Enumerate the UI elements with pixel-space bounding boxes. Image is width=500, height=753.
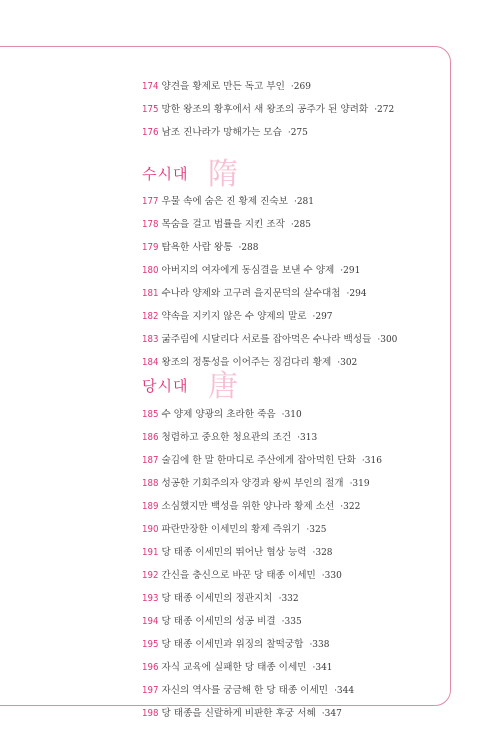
toc-entry	[142, 426, 382, 449]
entry-number: 178	[142, 219, 159, 230]
toc-entry	[142, 259, 397, 282]
section-label: 수시대	[142, 165, 189, 183]
entry-page-number: ·294	[346, 289, 367, 299]
entry-number: 197	[142, 685, 159, 696]
toc-group-2	[142, 190, 397, 374]
entry-title: 우물 속에 숨은 진 황제 진숙보	[161, 196, 288, 207]
entry-title: 자신의 역사를 궁금해 한 당 태종 이세민	[161, 685, 329, 696]
toc-entry	[142, 236, 397, 259]
toc-group-1	[142, 75, 394, 144]
section-hanja: 唐	[208, 369, 238, 404]
toc-entry	[142, 564, 382, 587]
entry-title: 약속을 지키지 않은 수 양제의 말로	[161, 311, 307, 322]
toc-entry	[142, 541, 382, 564]
entry-title: 당 태종을 신랄하게 비판한 후궁 서혜	[161, 708, 316, 719]
toc-entry	[142, 282, 397, 305]
toc-entry	[142, 328, 397, 351]
toc-entry	[142, 518, 382, 541]
entry-number: 195	[142, 639, 159, 650]
entry-number: 180	[142, 265, 159, 276]
entry-page-number: ·300	[377, 335, 398, 345]
entry-page-number: ·344	[334, 686, 355, 696]
entry-title: 파란만장한 이세민의 황제 즉위기	[161, 524, 301, 535]
toc-group-3	[142, 403, 382, 725]
entry-number: 181	[142, 288, 159, 299]
entry-number: 186	[142, 432, 159, 443]
entry-title: 왕조의 정통성을 이어주는 징검다리 황제	[161, 357, 332, 368]
toc-entry	[142, 702, 382, 725]
toc-entry	[142, 472, 382, 495]
toc-entry	[142, 213, 397, 236]
entry-page-number: ·281	[293, 197, 314, 207]
entry-title: 수나라 양제와 고구려 을지문덕의 살수대첩	[161, 288, 341, 299]
toc-entry	[142, 679, 382, 702]
entry-title: 당 태종 이세민의 정관지치	[161, 593, 273, 604]
section-hanja: 隋	[208, 157, 238, 192]
entry-number: 174	[142, 81, 159, 92]
entry-title: 목숨을 걸고 법률을 지킨 조작	[161, 219, 285, 230]
entry-page-number: ·288	[238, 243, 259, 253]
entry-title: 수 양제 양광의 초라한 죽음	[161, 409, 276, 420]
entry-page-number: ·322	[340, 502, 361, 512]
entry-number: 187	[142, 455, 159, 466]
entry-number: 192	[142, 570, 159, 581]
section-label: 당시대	[142, 377, 189, 395]
toc-entry	[142, 121, 394, 144]
entry-page-number: ·341	[312, 663, 333, 673]
entry-number: 185	[142, 409, 159, 420]
entry-title: 당 태종 이세민과 위징의 찰떡궁합	[161, 639, 304, 650]
entry-number: 198	[142, 708, 159, 719]
entry-title: 청렴하고 중요한 청요관의 조건	[161, 432, 292, 443]
entry-title: 소심했지만 백성을 위한 양나라 황제 소선	[161, 501, 335, 512]
entry-page-number: ·347	[321, 709, 342, 719]
entry-page-number: ·275	[287, 128, 308, 138]
entry-title: 간신을 충신으로 바꾼 당 태종 이세민	[161, 570, 316, 581]
entry-number: 183	[142, 334, 159, 345]
entry-page-number: ·291	[340, 266, 361, 276]
entry-number: 184	[142, 357, 159, 368]
toc-entry	[142, 351, 397, 374]
entry-number: 194	[142, 616, 159, 627]
entry-number: 190	[142, 524, 159, 535]
entry-number: 182	[142, 311, 159, 322]
toc-entry	[142, 75, 394, 98]
entry-number: 179	[142, 242, 159, 253]
entry-page-number: ·285	[290, 220, 311, 230]
entry-title: 자식 교육에 실패한 당 태종 이세민	[161, 662, 307, 673]
entry-page-number: ·302	[337, 358, 358, 368]
entry-page-number: ·297	[312, 312, 333, 322]
toc-entry	[142, 98, 394, 121]
entry-title: 당 태종 이세민의 성공 비결	[161, 616, 276, 627]
entry-page-number: ·330	[321, 571, 342, 581]
entry-number: 191	[142, 547, 159, 558]
entry-title: 아버지의 여자에게 동심결을 보낸 수 양제	[161, 265, 335, 276]
entry-page-number: ·319	[349, 479, 370, 489]
toc-entry	[142, 449, 382, 472]
toc-entry	[142, 656, 382, 679]
entry-title: 양견을 황제로 만든 독고 부인	[161, 81, 285, 92]
entry-number: 189	[142, 501, 159, 512]
entry-title: 굶주림에 시달리다 서로를 잡아먹은 수나라 백성들	[161, 334, 372, 345]
entry-title: 망한 왕조의 황후에서 새 왕조의 공주가 된 양려화	[161, 104, 369, 115]
entry-number: 196	[142, 662, 159, 673]
toc-entry	[142, 610, 382, 633]
entry-page-number: ·335	[281, 617, 302, 627]
toc-entry	[142, 403, 382, 426]
entry-number: 188	[142, 478, 159, 489]
entry-title: 당 태종 이세민의 뛰어난 협상 능력	[161, 547, 307, 558]
entry-title: 성공한 기회주의자 양경과 왕씨 부인의 절개	[161, 478, 344, 489]
entry-page-number: ·328	[312, 548, 333, 558]
entry-page-number: ·310	[281, 410, 302, 420]
toc-entry	[142, 495, 382, 518]
entry-number: 176	[142, 127, 159, 138]
entry-title: 남조 진나라가 망해가는 모습	[161, 127, 282, 138]
entry-title: 술김에 한 말 한마디로 주산에게 잡아먹힌 단화	[161, 455, 356, 466]
entry-page-number: ·325	[306, 525, 327, 535]
entry-page-number: ·272	[374, 105, 395, 115]
entry-page-number: ·269	[290, 82, 311, 92]
entry-title: 탐욕한 사람 왕통	[161, 242, 233, 253]
toc-entry	[142, 587, 382, 610]
toc-entry	[142, 305, 397, 328]
entry-page-number: ·313	[297, 433, 318, 443]
entry-number: 175	[142, 104, 159, 115]
entry-page-number: ·316	[361, 456, 382, 466]
toc-entry	[142, 190, 397, 213]
entry-number: 177	[142, 196, 159, 207]
entry-page-number: ·338	[309, 640, 330, 650]
entry-page-number: ·332	[278, 594, 299, 604]
toc-entry	[142, 633, 382, 656]
entry-number: 193	[142, 593, 159, 604]
